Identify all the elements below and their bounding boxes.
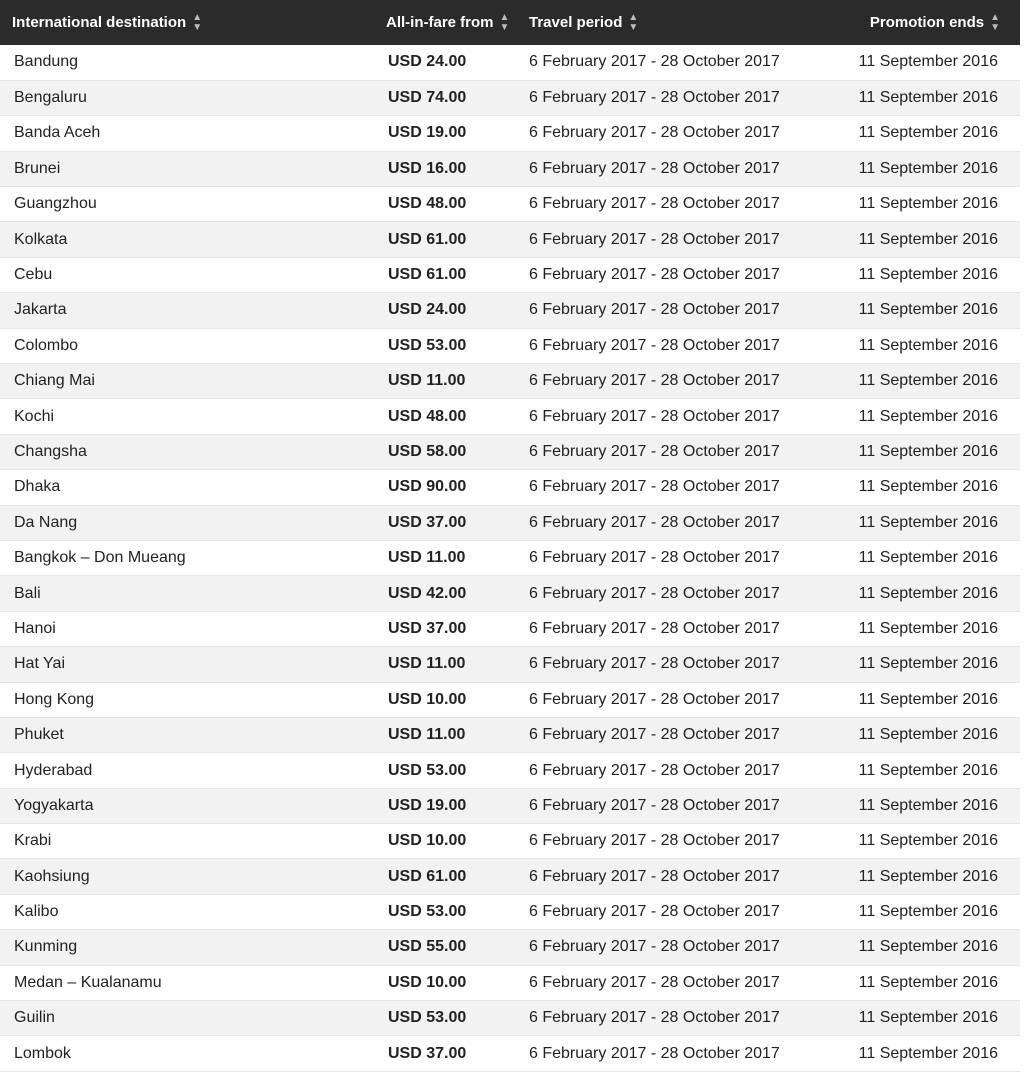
travel-period-cell: 6 February 2017 - 28 October 2017 [525, 753, 830, 788]
fare-cell: USD 11.00 [372, 717, 525, 752]
fare-cell: USD 16.00 [372, 151, 525, 186]
destination-cell: Hanoi [0, 611, 372, 646]
table-row [0, 257, 1020, 292]
promotion-ends-cell: 11 September 2016 [830, 894, 1020, 929]
fare-cell: USD 10.00 [372, 682, 525, 717]
destination-cell: Cebu [0, 257, 372, 292]
promotion-ends-cell: 11 September 2016 [830, 788, 1020, 823]
column-header-fare[interactable] [372, 0, 525, 45]
table-row [0, 647, 1020, 682]
destination-cell: Kochi [0, 399, 372, 434]
destination-cell: Medan – Kualanamu [0, 965, 372, 1000]
fare-cell: USD 74.00 [372, 80, 525, 115]
table-row [0, 399, 1020, 434]
promotion-ends-cell: 11 September 2016 [830, 328, 1020, 363]
travel-period-cell: 6 February 2017 - 28 October 2017 [525, 682, 830, 717]
fare-cell: USD 58.00 [372, 434, 525, 469]
destination-cell: Dhaka [0, 470, 372, 505]
table-row [0, 717, 1020, 752]
table-row [0, 328, 1020, 363]
table-row [0, 1036, 1020, 1071]
promotion-ends-cell: 11 September 2016 [830, 293, 1020, 328]
column-header-label: Promotion ends [869, 13, 985, 31]
table-row [0, 611, 1020, 646]
travel-period-cell: 6 February 2017 - 28 October 2017 [525, 1001, 830, 1036]
travel-period-cell: 6 February 2017 - 28 October 2017 [525, 1036, 830, 1071]
promotion-ends-cell: 11 September 2016 [830, 682, 1020, 717]
promotion-ends-cell: 11 September 2016 [830, 1001, 1020, 1036]
destination-cell: Colombo [0, 328, 372, 363]
table-row [0, 894, 1020, 929]
promotion-ends-cell: 11 September 2016 [830, 859, 1020, 894]
travel-period-cell: 6 February 2017 - 28 October 2017 [525, 894, 830, 929]
travel-period-cell: 6 February 2017 - 28 October 2017 [525, 328, 830, 363]
destination-cell: Yogyakarta [0, 788, 372, 823]
destination-cell: Bali [0, 576, 372, 611]
table-row [0, 965, 1020, 1000]
destination-cell: Chiang Mai [0, 364, 372, 399]
table-row [0, 824, 1020, 859]
travel-period-cell: 6 February 2017 - 28 October 2017 [525, 399, 830, 434]
fare-cell: USD 24.00 [372, 45, 525, 80]
fare-cell: USD 19.00 [372, 788, 525, 823]
destination-cell: Brunei [0, 151, 372, 186]
destination-cell: Kaohsiung [0, 859, 372, 894]
destination-cell: Hyderabad [0, 753, 372, 788]
promotion-ends-cell: 11 September 2016 [830, 434, 1020, 469]
promotion-ends-cell: 11 September 2016 [830, 505, 1020, 540]
travel-period-cell: 6 February 2017 - 28 October 2017 [525, 930, 830, 965]
table-row [0, 1001, 1020, 1036]
table-row [0, 930, 1020, 965]
column-header-label: International destination [12, 13, 187, 31]
sort-arrows-icon[interactable]: ▲ ▼ [192, 11, 203, 33]
destination-cell: Hat Yai [0, 647, 372, 682]
fare-cell: USD 10.00 [372, 824, 525, 859]
fare-cell: USD 11.00 [372, 647, 525, 682]
travel-period-cell: 6 February 2017 - 28 October 2017 [525, 540, 830, 575]
travel-period-cell: 6 February 2017 - 28 October 2017 [525, 151, 830, 186]
fare-cell: USD 11.00 [372, 364, 525, 399]
destination-cell: Jakarta [0, 293, 372, 328]
table-header [0, 0, 1020, 45]
table-row [0, 80, 1020, 115]
travel-period-cell: 6 February 2017 - 28 October 2017 [525, 965, 830, 1000]
destination-cell: Changsha [0, 434, 372, 469]
column-header-destination[interactable] [0, 0, 372, 45]
column-header-travel-period[interactable] [525, 0, 830, 45]
column-header-label: Travel period [529, 13, 623, 31]
destination-cell: Kalibo [0, 894, 372, 929]
promotion-ends-cell: 11 September 2016 [830, 151, 1020, 186]
fare-cell: USD 42.00 [372, 576, 525, 611]
promotion-ends-cell: 11 September 2016 [830, 824, 1020, 859]
destination-cell: Bengaluru [0, 80, 372, 115]
fare-cell: USD 37.00 [372, 1036, 525, 1071]
table-row [0, 151, 1020, 186]
promotion-ends-cell: 11 September 2016 [830, 611, 1020, 646]
travel-period-cell: 6 February 2017 - 28 October 2017 [525, 824, 830, 859]
promotion-ends-cell: 11 September 2016 [830, 753, 1020, 788]
column-header-label: All-in-fare from [386, 13, 494, 31]
travel-period-cell: 6 February 2017 - 28 October 2017 [525, 434, 830, 469]
table-row [0, 753, 1020, 788]
fare-cell: USD 10.00 [372, 965, 525, 1000]
table-row [0, 540, 1020, 575]
fare-cell: USD 61.00 [372, 257, 525, 292]
sort-arrows-icon[interactable]: ▲ ▼ [990, 11, 1000, 33]
promotion-ends-cell: 11 September 2016 [830, 187, 1020, 222]
table-row [0, 576, 1020, 611]
fare-cell: USD 11.00 [372, 540, 525, 575]
destination-cell: Banda Aceh [0, 116, 372, 151]
fare-cell: USD 53.00 [372, 1001, 525, 1036]
fare-cell: USD 61.00 [372, 222, 525, 257]
table-body [0, 45, 1020, 1071]
travel-period-cell: 6 February 2017 - 28 October 2017 [525, 257, 830, 292]
travel-period-cell: 6 February 2017 - 28 October 2017 [525, 470, 830, 505]
table-row [0, 505, 1020, 540]
travel-period-cell: 6 February 2017 - 28 October 2017 [525, 576, 830, 611]
promotion-ends-cell: 11 September 2016 [830, 576, 1020, 611]
fare-cell: USD 24.00 [372, 293, 525, 328]
travel-period-cell: 6 February 2017 - 28 October 2017 [525, 116, 830, 151]
fare-cell: USD 61.00 [372, 859, 525, 894]
promotion-ends-cell: 11 September 2016 [830, 222, 1020, 257]
promotion-ends-cell: 11 September 2016 [830, 965, 1020, 1000]
table-row [0, 470, 1020, 505]
table-row [0, 364, 1020, 399]
destination-cell: Lombok [0, 1036, 372, 1071]
table-row [0, 222, 1020, 257]
table-row [0, 859, 1020, 894]
promotion-ends-cell: 11 September 2016 [830, 80, 1020, 115]
fare-cell: USD 48.00 [372, 399, 525, 434]
fare-cell: USD 90.00 [372, 470, 525, 505]
fare-cell: USD 55.00 [372, 930, 525, 965]
fare-cell: USD 48.00 [372, 187, 525, 222]
destination-cell: Kolkata [0, 222, 372, 257]
promotion-ends-cell: 11 September 2016 [830, 399, 1020, 434]
travel-period-cell: 6 February 2017 - 28 October 2017 [525, 364, 830, 399]
fare-cell: USD 53.00 [372, 753, 525, 788]
fare-cell: USD 37.00 [372, 505, 525, 540]
promotion-ends-cell: 11 September 2016 [830, 470, 1020, 505]
promotion-ends-cell: 11 September 2016 [830, 364, 1020, 399]
promotion-ends-cell: 11 September 2016 [830, 717, 1020, 752]
travel-period-cell: 6 February 2017 - 28 October 2017 [525, 505, 830, 540]
sort-arrows-icon[interactable]: ▲ ▼ [628, 11, 639, 33]
column-header-promotion-ends[interactable] [830, 0, 1020, 45]
table-row [0, 434, 1020, 469]
header-row [0, 0, 1020, 45]
travel-period-cell: 6 February 2017 - 28 October 2017 [525, 293, 830, 328]
travel-period-cell: 6 February 2017 - 28 October 2017 [525, 45, 830, 80]
fare-cell: USD 19.00 [372, 116, 525, 151]
destination-cell: Hong Kong [0, 682, 372, 717]
table-row [0, 116, 1020, 151]
travel-period-cell: 6 February 2017 - 28 October 2017 [525, 222, 830, 257]
table-row [0, 187, 1020, 222]
destination-cell: Krabi [0, 824, 372, 859]
fare-cell: USD 53.00 [372, 328, 525, 363]
promotion-ends-cell: 11 September 2016 [830, 116, 1020, 151]
destination-cell: Bangkok – Don Mueang [0, 540, 372, 575]
travel-period-cell: 6 February 2017 - 28 October 2017 [525, 611, 830, 646]
destination-cell: Guangzhou [0, 187, 372, 222]
travel-period-cell: 6 February 2017 - 28 October 2017 [525, 717, 830, 752]
travel-period-cell: 6 February 2017 - 28 October 2017 [525, 647, 830, 682]
sort-arrows-icon[interactable]: ▲ ▼ [499, 11, 510, 33]
promotion-ends-cell: 11 September 2016 [830, 647, 1020, 682]
destination-cell: Da Nang [0, 505, 372, 540]
promotion-ends-cell: 11 September 2016 [830, 257, 1020, 292]
travel-period-cell: 6 February 2017 - 28 October 2017 [525, 859, 830, 894]
table-row [0, 45, 1020, 80]
travel-period-cell: 6 February 2017 - 28 October 2017 [525, 187, 830, 222]
destination-cell: Guilin [0, 1001, 372, 1036]
travel-period-cell: 6 February 2017 - 28 October 2017 [525, 788, 830, 823]
table-row [0, 788, 1020, 823]
promotion-ends-cell: 11 September 2016 [830, 45, 1020, 80]
promotion-ends-cell: 11 September 2016 [830, 930, 1020, 965]
promotion-ends-cell: 11 September 2016 [830, 540, 1020, 575]
travel-period-cell: 6 February 2017 - 28 October 2017 [525, 80, 830, 115]
destination-cell: Phuket [0, 717, 372, 752]
table-row [0, 293, 1020, 328]
table-row [0, 682, 1020, 717]
destination-cell: Bandung [0, 45, 372, 80]
fare-cell: USD 53.00 [372, 894, 525, 929]
destination-cell: Kunming [0, 930, 372, 965]
promotion-ends-cell: 11 September 2016 [830, 1036, 1020, 1071]
fare-cell: USD 37.00 [372, 611, 525, 646]
